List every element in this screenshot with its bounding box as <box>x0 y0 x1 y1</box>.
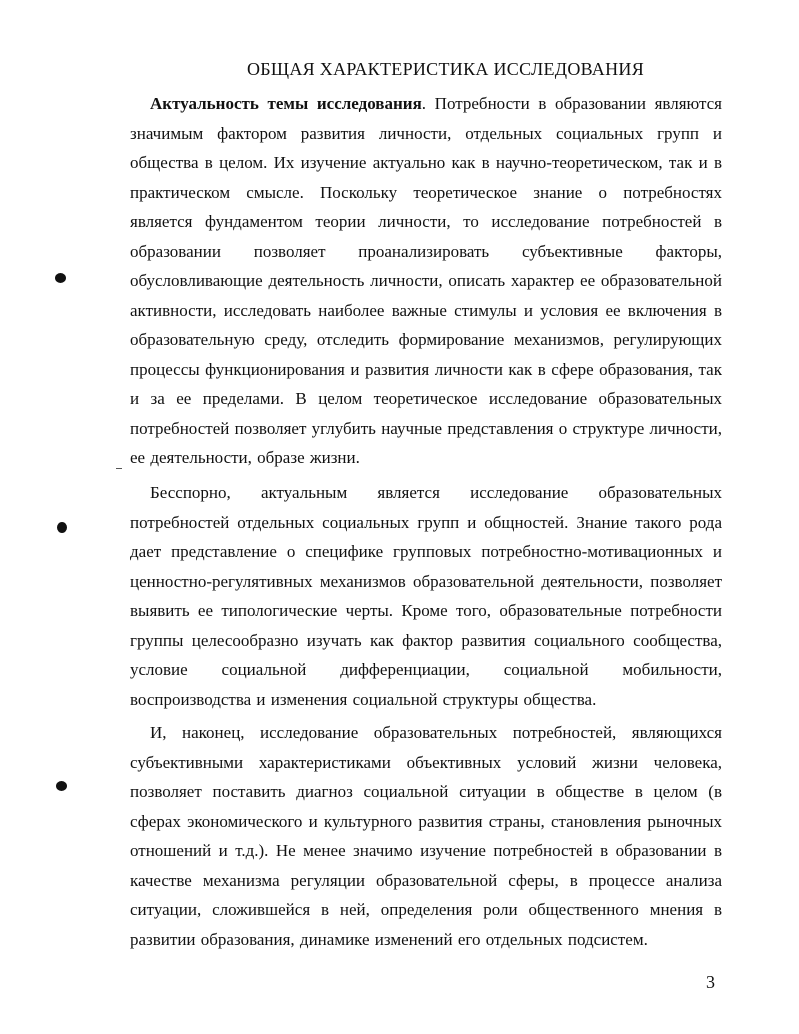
paragraph-diagnosis <box>130 718 722 954</box>
paragraph-text: И, наконец, исследование образовательных потребностей, являющихся субъективными характеристиками объективных условий жизни человека, позволяет поставить диагноз социальной ситуации в обществе в целом (в сферах экономического и культурного развития страны, становления рыночных отношений и т.д.). Не менее значимо изучение потребностей в образовании в качестве механизма регуляции образовательной сферы, в процессе анализа ситуации, сложившейся в ней, определения роли общественного мнения в развитии образования, динамике изменений его отдельных подсистем. <box>130 723 722 949</box>
page-title: ОБЩАЯ ХАРАКТЕРИСТИКА ИССЛЕДОВАНИЯ <box>246 59 645 79</box>
scan-speck <box>56 781 67 791</box>
paragraph-text: Бесспорно, актуальным является исследование образовательных потребностей отдельных социальных групп и общностей. Знание такого рода дает представление о специфике групповых потребностно-мотивационных и ценностно-регулятивных механизмов образовательной деятельности, позволяет выявить ее типологические черты. Кроме того, образовательные потребности группы целесообразно изучать как фактор развития социального сообщества, условие социальной дифференциации, социальной мобильности, воспроизводства и изменения социальной структуры общества. <box>130 483 722 709</box>
scan-speck <box>55 273 66 283</box>
paragraph-text: . Потребности в образовании являются значимым фактором развития личности, отдельных социальных групп и общества в целом. Их изучение актуально как в научно-теоретическом, так и в практическом смысле. Поскольку теоретическое знание о потребностях является фундаментом теории личности, то исследование потребностей в образовании позволяет проанализировать субъективные факторы, обусловливающие деятельность личности, описать характер ее образовательной активности, исследовать наиболее важные стимулы и условия ее включения в образовательную среду, отследить формирование механизмов, регулирующих процессы функционирования и развития личности как в сфере образования, так и за ее пределами. В целом теоретическое исследование образовательных потребностей позволяет углубить научные представления о структуре личности, ее деятельности, образе жизни. <box>130 94 723 467</box>
scan-mark <box>116 468 122 469</box>
scan-speck <box>57 522 67 533</box>
paragraph-relevance <box>130 89 722 473</box>
paragraph-lead: Актуальность темы исследования <box>150 94 422 113</box>
page-number: 3 <box>706 972 715 992</box>
paragraph-social-groups <box>130 478 722 714</box>
